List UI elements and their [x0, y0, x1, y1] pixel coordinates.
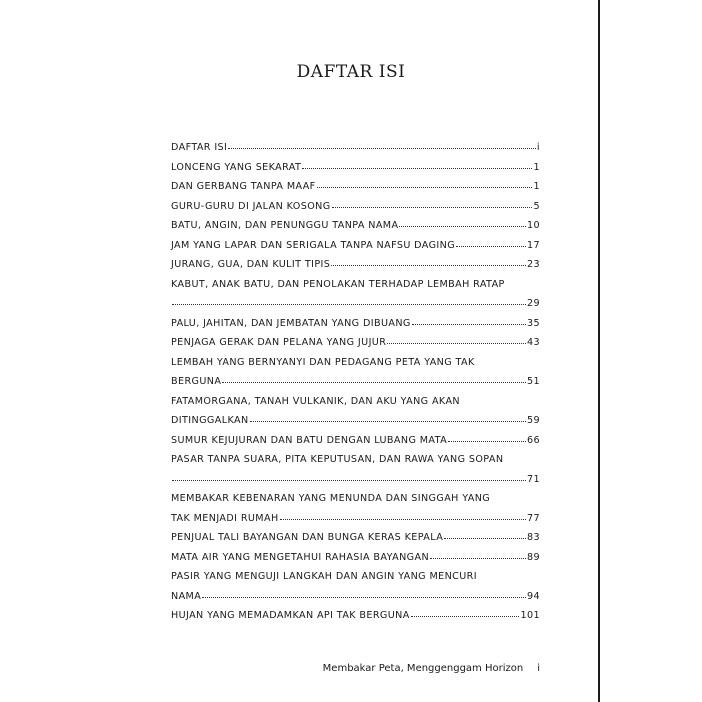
toc-dot-leader — [331, 254, 526, 266]
toc-line — [171, 606, 540, 626]
toc-dot-leader — [430, 547, 526, 559]
toc-line — [171, 548, 540, 568]
toc-line — [171, 431, 540, 451]
toc-page-number: 23 — [526, 259, 540, 270]
toc-line — [171, 158, 540, 178]
toc-page-number: 29 — [526, 298, 540, 309]
toc-dot-leader — [448, 430, 526, 442]
toc-line — [171, 333, 540, 353]
toc-entry — [171, 431, 540, 451]
toc-line — [171, 216, 540, 236]
page-edge-line — [598, 0, 600, 702]
toc-entry-title: DAFTAR ISI — [171, 142, 228, 153]
toc-entry-title: GURU-GURU DI JALAN KOSONG — [171, 200, 331, 212]
toc-entry-title: LEMBAH YANG BERNYANYI DAN PEDAGANG PETA YANG TAK — [171, 356, 475, 368]
toc-entry — [171, 392, 540, 431]
toc-page-number: 43 — [526, 337, 540, 348]
toc-entry-title: DAN GERBANG TANPA MAAF — [171, 181, 316, 192]
toc-dot-leader — [302, 157, 532, 169]
toc-dot-leader — [250, 410, 526, 422]
toc-entry-title: JURANG, GUA, DAN KULIT TIPIS — [171, 259, 331, 270]
toc-entry — [171, 236, 540, 256]
toc-line — [171, 236, 540, 256]
toc-entry — [171, 489, 540, 528]
toc-dot-leader — [317, 176, 533, 188]
toc-page-number: 1 — [533, 181, 540, 192]
toc-page-number: 101 — [520, 610, 540, 621]
toc-entry — [171, 528, 540, 548]
toc-line — [171, 489, 540, 509]
toc-page-number: 66 — [526, 434, 540, 446]
toc-entry-title: PASAR TANPA SUARA, PITA KEPUTUSAN, DAN RAWA YANG SOPAN — [171, 454, 504, 465]
toc-line — [171, 177, 540, 197]
toc-entry — [171, 567, 540, 606]
toc-entry-title: PASIR YANG MENGUJI LANGKAH DAN ANGIN YANG MENCURI — [171, 571, 477, 582]
toc-dot-leader — [172, 469, 526, 481]
toc-line — [171, 528, 540, 548]
toc-dot-leader — [411, 605, 520, 617]
toc-entry-title: BATU, ANGIN, DAN PENUNGGU TANPA NAMA — [171, 220, 399, 231]
toc-dot-leader — [387, 332, 526, 344]
toc-line — [171, 197, 540, 217]
toc-entry — [171, 450, 540, 489]
toc-entry-title: DITINGGALKAN — [171, 415, 249, 426]
toc-dot-leader — [412, 313, 526, 325]
toc-line — [171, 372, 540, 392]
toc-entry-title: TAK MENJADI RUMAH — [171, 512, 279, 524]
toc-entry-title: NAMA — [171, 590, 202, 602]
footer-page-number: i — [537, 663, 540, 674]
toc-page-number: 94 — [526, 590, 540, 602]
toc-line — [171, 392, 540, 412]
toc-entry-title: PENJUAL TALI BAYANGAN DAN BUNGA KERAS KEPALA — [171, 532, 444, 543]
toc-entry-title: JAM YANG LAPAR DAN SERIGALA TANPA NAFSU DAGING — [171, 239, 456, 251]
toc-line — [171, 275, 540, 295]
toc-page-number: 17 — [526, 239, 540, 251]
toc-line — [171, 567, 540, 587]
table-of-contents — [171, 138, 540, 626]
toc-line — [171, 450, 540, 470]
toc-entry — [171, 353, 540, 392]
toc-dot-leader — [332, 196, 533, 208]
toc-entry — [171, 197, 540, 217]
toc-entry — [171, 255, 540, 275]
toc-line — [171, 138, 540, 158]
toc-entry-title: MATA AIR YANG MENGETAHUI RAHASIA BAYANGAN — [171, 551, 430, 563]
toc-page-number: 77 — [526, 512, 540, 524]
toc-dot-leader — [280, 508, 526, 520]
toc-line — [171, 255, 540, 275]
toc-dot-leader — [456, 235, 526, 247]
toc-page-number: 59 — [526, 415, 540, 426]
toc-entry — [171, 333, 540, 353]
toc-page-number: 10 — [526, 220, 540, 231]
toc-page-number: i — [536, 142, 540, 153]
toc-dot-leader — [399, 215, 526, 227]
toc-entry — [171, 216, 540, 236]
toc-dot-leader — [172, 293, 526, 305]
toc-entry-title: FATAMORGANA, TANAH VULKANIK, DAN AKU YANG AKAN — [171, 395, 460, 407]
toc-line — [171, 509, 540, 529]
toc-entry — [171, 275, 540, 314]
toc-page-number: 35 — [526, 317, 540, 329]
toc-entry — [171, 606, 540, 626]
toc-page-number: 71 — [526, 473, 540, 485]
toc-entry-title: LONCENG YANG SEKARAT — [171, 161, 302, 173]
toc-dot-leader — [222, 371, 526, 383]
toc-dot-leader — [444, 527, 526, 539]
toc-line — [171, 353, 540, 373]
toc-line — [171, 587, 540, 607]
toc-page-number: 51 — [526, 376, 540, 387]
toc-page-number: 5 — [533, 200, 540, 212]
toc-entry-title: BERGUNA — [171, 376, 222, 387]
toc-entry-title: PALU, JAHITAN, DAN JEMBATAN YANG DIBUANG — [171, 317, 411, 329]
toc-entry-title: HUJAN YANG MEMADAMKAN API TAK BERGUNA — [171, 610, 410, 621]
toc-entry-title: KABUT, ANAK BATU, DAN PENOLAKAN TERHADAP LEMBAH RATAP — [171, 278, 505, 290]
toc-page-number: 83 — [526, 532, 540, 543]
page-footer — [250, 663, 540, 674]
toc-entry-title: MEMBAKAR KEBENARAN YANG MENUNDA DAN SINGGAH YANG — [171, 493, 491, 504]
toc-page-number: 1 — [533, 161, 540, 173]
toc-entry — [171, 177, 540, 197]
toc-entry — [171, 138, 540, 158]
toc-entry — [171, 548, 540, 568]
toc-line — [171, 470, 540, 490]
toc-line — [171, 294, 540, 314]
footer-book-title: Membakar Peta, Menggenggam Horizon — [322, 663, 524, 674]
toc-entry-title: PENJAGA GERAK DAN PELANA YANG JUJUR — [171, 337, 387, 348]
toc-entry — [171, 314, 540, 334]
toc-dot-leader — [228, 137, 536, 149]
toc-entry-title: SUMUR KEJUJURAN DAN BATU DENGAN LUBANG MATA — [171, 434, 448, 446]
toc-entry — [171, 158, 540, 178]
toc-line — [171, 411, 540, 431]
page-title: DAFTAR ISI — [296, 62, 406, 82]
toc-dot-leader — [202, 586, 526, 598]
toc-line — [171, 314, 540, 334]
toc-page-number: 89 — [526, 551, 540, 563]
